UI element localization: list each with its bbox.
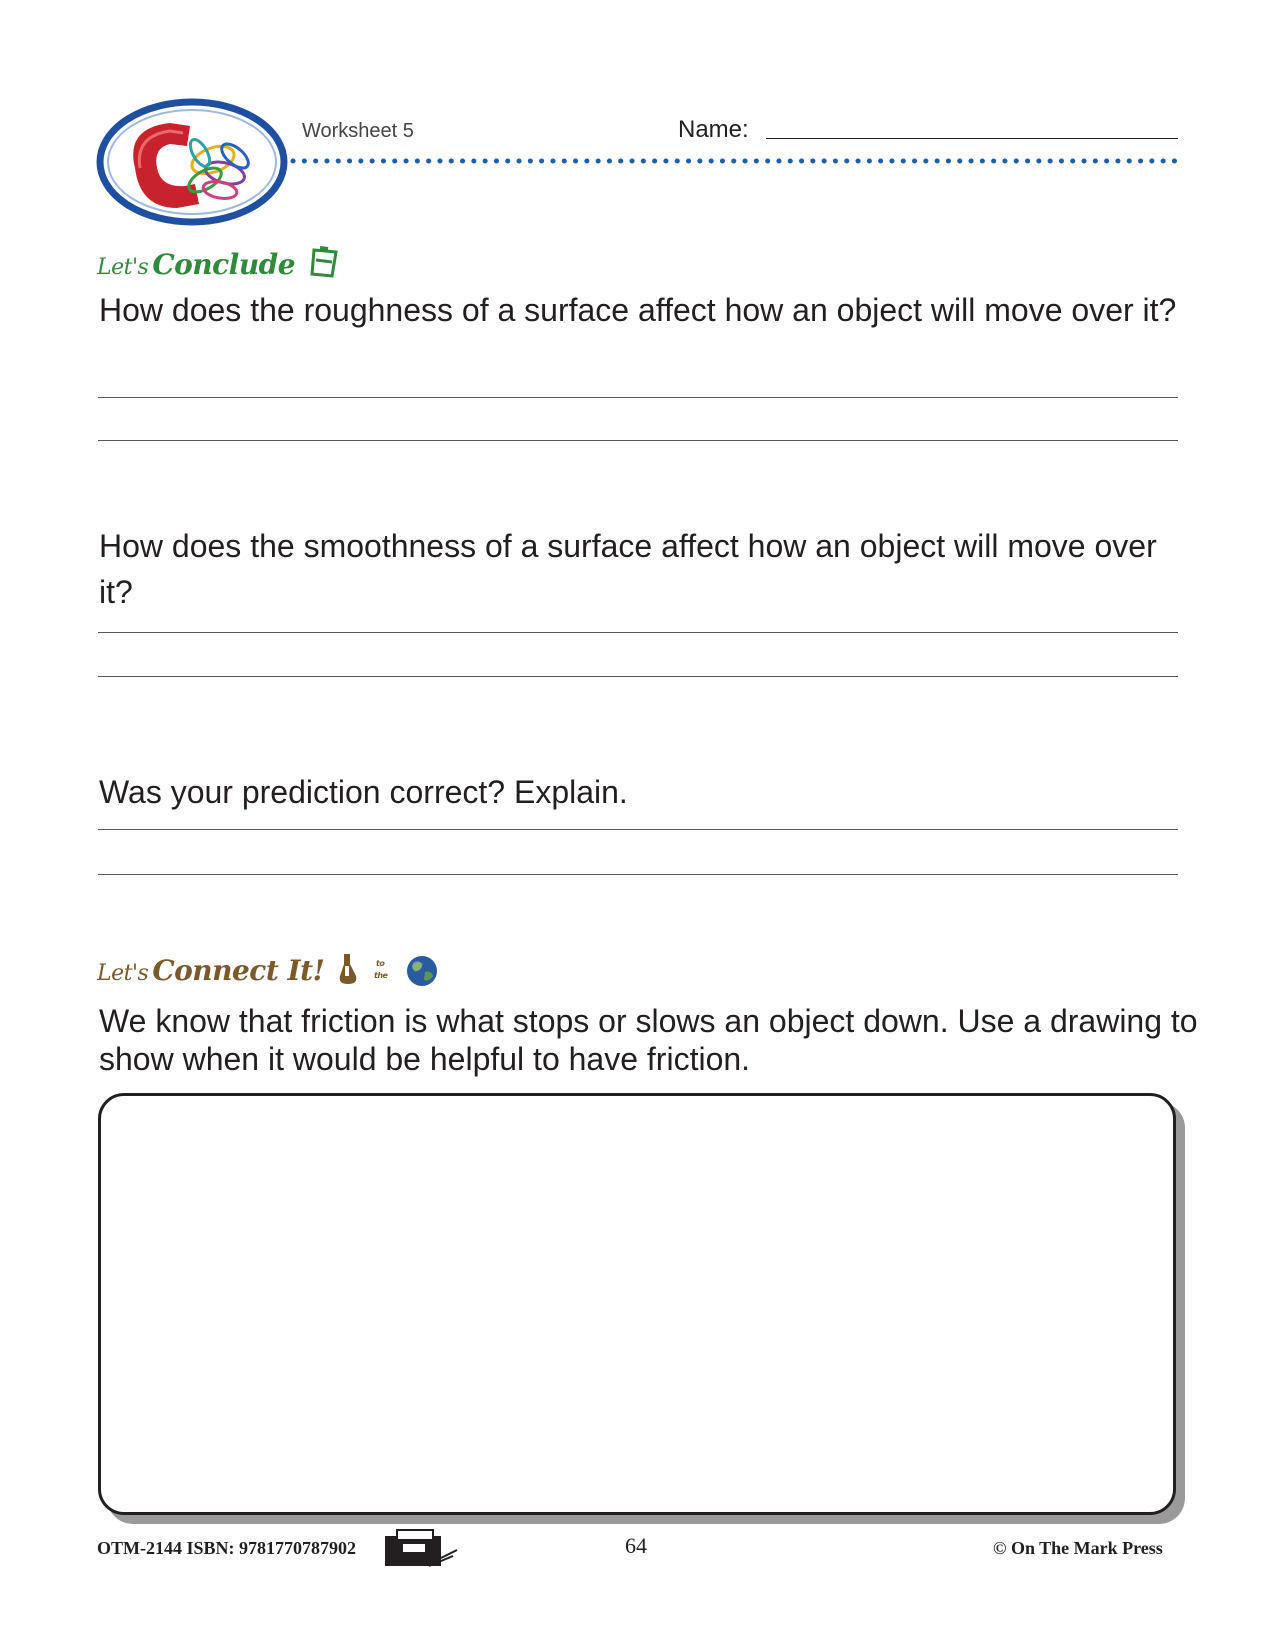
- question-prediction: Was your prediction correct? Explain.: [99, 774, 628, 810]
- name-field[interactable]: [678, 116, 1178, 146]
- answer-line[interactable]: [98, 397, 1178, 398]
- connect-title: Connect It!: [152, 954, 325, 987]
- worksheet-label: Worksheet 5: [302, 120, 414, 142]
- answer-line[interactable]: [98, 874, 1178, 875]
- page-number: 64: [625, 1533, 647, 1558]
- connect-heading: [97, 952, 439, 988]
- lets-label: Let's: [97, 961, 149, 986]
- footer-copyright: © On The Mark Press: [993, 1538, 1163, 1558]
- svg-text:the: the: [373, 971, 388, 980]
- connect-prompt: We know that friction is what stops or slows an object down. Use a drawing to show when it would be helpful to have friction.: [99, 1003, 1198, 1077]
- drawing-box[interactable]: [98, 1093, 1176, 1515]
- lets-label: Let's: [97, 255, 149, 280]
- question-smoothness: How does the smoothness of a surface affect how an object will move over it?: [99, 528, 1157, 610]
- magnet-logo-icon: [95, 98, 290, 228]
- answer-line[interactable]: [98, 676, 1178, 677]
- conclude-heading: [97, 246, 342, 281]
- answer-line[interactable]: [98, 632, 1178, 633]
- dotted-divider: [290, 156, 1180, 166]
- conclude-title: Conclude: [152, 248, 296, 281]
- printer-icon: [383, 1528, 459, 1568]
- flask-icon: [336, 952, 396, 988]
- clipboard-icon: [308, 246, 342, 280]
- name-line: [766, 138, 1178, 139]
- answer-line[interactable]: [98, 829, 1178, 830]
- answer-line[interactable]: [98, 440, 1178, 441]
- footer-isbn: OTM-2144 ISBN: 9781770787902: [97, 1538, 357, 1558]
- question-roughness: How does the roughness of a surface affect how an object will move over it?: [99, 292, 1177, 328]
- globe-icon: [405, 954, 439, 988]
- svg-text:to: to: [375, 959, 384, 968]
- name-label: Name:: [678, 116, 749, 143]
